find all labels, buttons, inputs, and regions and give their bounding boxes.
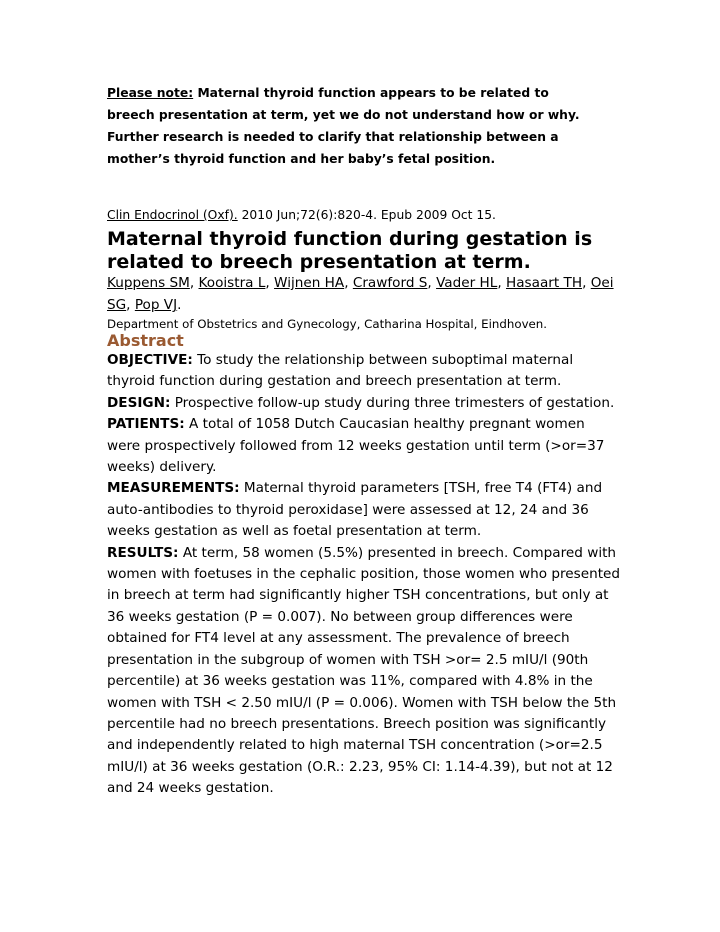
abstract-section — [107, 543, 622, 800]
abstract-section — [107, 414, 622, 478]
section-text: To study the relationship between suboptimal maternal thyroid function during gestation and breech presentation at term. — [107, 352, 574, 390]
section-text: At term, 58 women (5.5%) presented in breech. Compared with women with foetuses in the cephalic position, those women who presented in breech at term had significantly higher TSH concentrations, but only at 36 weeks gestation (P = 0.007). No between group differences were obtained for FT4 level at any assessment. The prevalence of breech presentation in the subgroup of women with TSH >or= 2.5 mIU/l (90th percentile) at 36 weeks gestation was 11%, compared with 4.8% in the women with TSH < 2.50 mIU/l (P = 0.006). Women with TSH below the 5th percentile had no breech presentations. Breech position was significantly and independently related to high maternal TSH concentration (>or=2.5 mIU/l) at 36 weeks gestation (O.R.: 2.23, 95% CI: 1.14-4.39), but not at 12 and 24 weeks gestation. — [107, 544, 621, 797]
author-link[interactable]: Hasaart TH — [506, 275, 583, 291]
author-list — [107, 272, 627, 316]
author-sep: , — [344, 275, 353, 291]
author-sep: , — [189, 275, 199, 291]
author-link[interactable]: Kuppens SM — [107, 275, 190, 291]
section-label: OBJECTIVE: — [107, 352, 193, 368]
author-sep: , — [497, 275, 506, 291]
note-line: mother’s thyroid function and her baby’s fetal position. — [107, 152, 496, 166]
author-link[interactable]: Wijnen HA — [274, 275, 345, 291]
section-text: Prospective follow-up study during three trimesters of gestation. — [170, 394, 615, 411]
section-text: A total of 1058 Dutch Caucasian healthy pregnant women were prospectively followed from 12 weeks gestation until term (>or=37 weeks) delivery. — [107, 416, 605, 476]
author-link[interactable]: Pop VJ — [134, 297, 178, 313]
note-line: Maternal thyroid function appears to be related to — [197, 86, 549, 100]
author-end: . — [177, 297, 182, 313]
author-link[interactable]: Oei SG — [107, 275, 614, 313]
title-line: related to breech presentation at term. — [107, 251, 531, 273]
section-label: DESIGN: — [107, 394, 171, 411]
note-line: Further research is needed to clarify that relationship between a — [107, 130, 559, 144]
title-line: Maternal thyroid function during gestation is — [107, 228, 593, 250]
abstract-body — [107, 350, 622, 800]
note-line: breech presentation at term, yet we do not understand how or why. — [107, 108, 580, 122]
note-label: Please note: — [107, 86, 194, 100]
abstract-section — [107, 393, 622, 414]
section-label: MEASUREMENTS: — [107, 480, 240, 497]
section-label: PATIENTS: — [107, 416, 185, 433]
section-text: Maternal thyroid parameters [TSH, free T4 (FT4) and auto-antibodies to thyroid peroxidase] were assessed at 12, 24 and 36 weeks gestation as well as foetal presentation at term. — [107, 480, 603, 540]
abstract-section — [107, 350, 622, 393]
section-label: RESULTS: — [107, 544, 179, 561]
abstract-section — [107, 478, 622, 542]
author-sep: , — [427, 275, 437, 291]
abstract-heading: Abstract — [107, 331, 184, 350]
author-link[interactable]: Vader HL — [436, 275, 498, 291]
citation — [107, 205, 496, 225]
author-sep: , — [126, 297, 135, 313]
citation-details: 2010 Jun;72(6):820-4. Epub 2009 Oct 15. — [237, 208, 496, 222]
author-link[interactable]: Kooistra L — [198, 275, 266, 291]
journal-link[interactable]: Clin Endocrinol (Oxf). — [107, 208, 238, 222]
note-block — [107, 82, 617, 170]
author-sep: , — [265, 275, 275, 291]
article-title — [107, 228, 627, 274]
author-link[interactable]: Crawford S — [352, 275, 428, 291]
department: Department of Obstetrics and Gynecology, Catharina Hospital, Eindhoven. — [107, 317, 548, 331]
author-sep: , — [582, 275, 591, 291]
